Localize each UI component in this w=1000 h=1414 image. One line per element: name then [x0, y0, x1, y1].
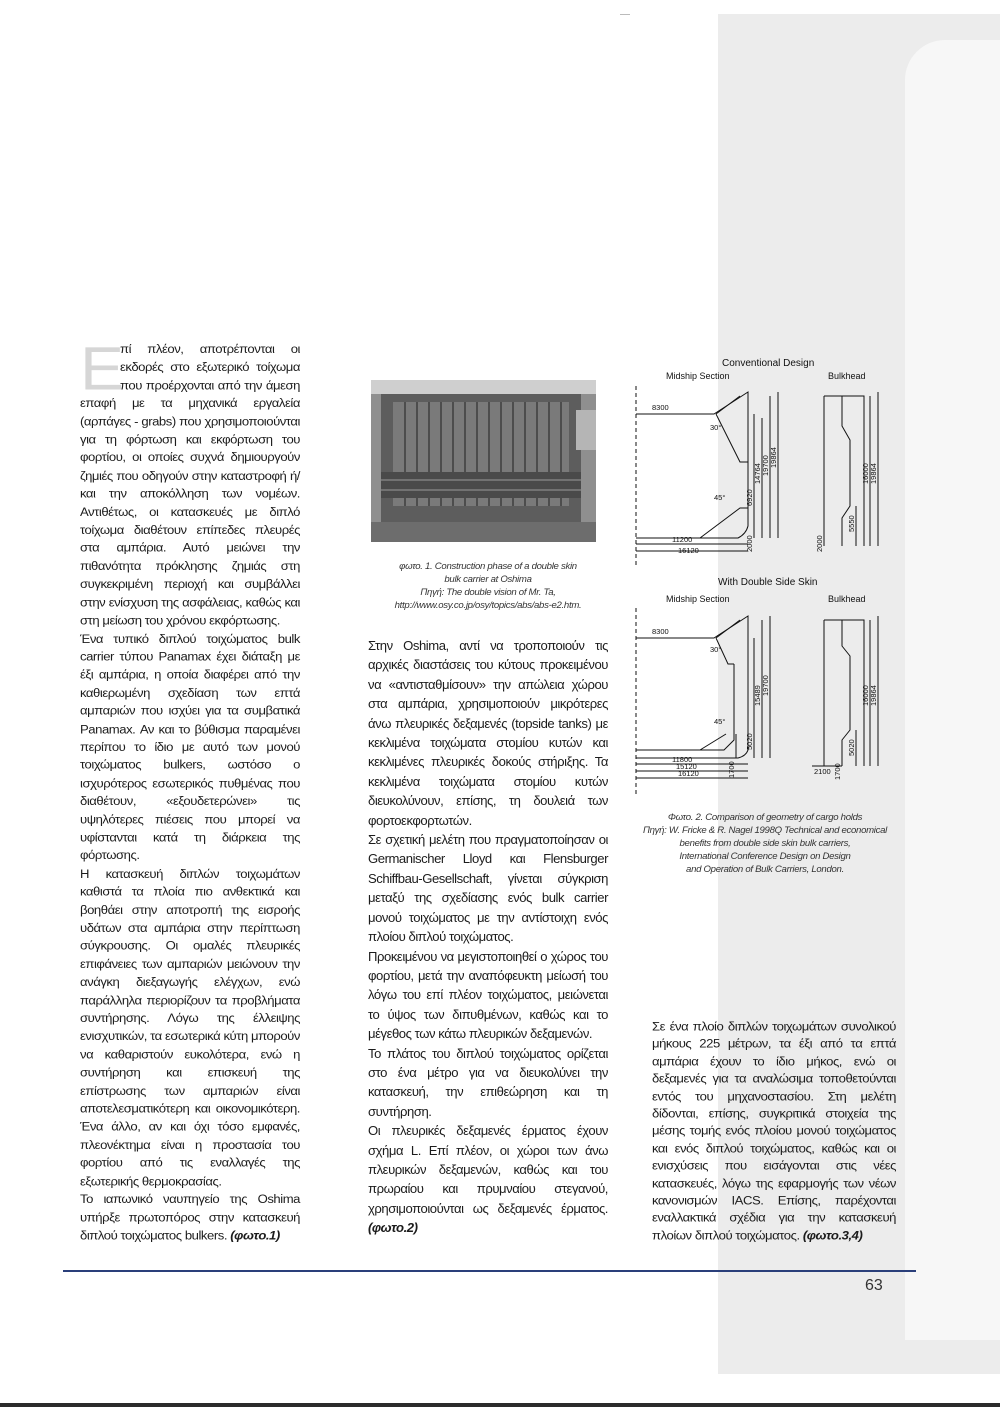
title-conventional: Conventional Design	[722, 358, 815, 369]
dim-conv-2000: 2000	[745, 535, 754, 552]
dim-dss-16120: 16120	[678, 769, 699, 778]
paragraph-3: Η κατασκευή διπλών τοιχωμάτων καθιστά τα πλοία πιο ανθεκτικά και βοηθάει στην αποτροπή της εισροής υδάτων στα αμπάρια στην περίπτωση σύγκρουσης. Οι ομαλές πλευρικές επιφάνειες των αμπαριών μειώνουν την ανάγκη διεξαγωγής ελέγχων, ενώ παράλληλα περιορίζουν τα προβλήματα συντήρησης. Λόγω της έλλειψης ενισχυτικών, τα εσωτερικά κύτη μπορούν να καθαριστούν ευκολότερα, ενώ η συντήρηση και επισκευή της επίστρωσης των αμπαριών είναι αποτελεσματικότερη και οικονομικότερη. Ένα άλλο, αν και όχι τόσο εμφανές, πλεονέκτημα είναι η προστασία του φορτίου από τις εναλλαγές της εξωτερικής θερμοκρασίας.	[80, 866, 300, 1188]
paragraph-4: Το ιαπωνικό ναυπηγείο της Oshima υπήρξε πρωτοπόρος στην κατασκευή διπλού τοιχώματος bulkers. (φωτο.1)	[80, 1191, 300, 1243]
column-2	[368, 636, 608, 1238]
paragraph-2: Ένα τυπικό διπλού τοιχώματος bulk carrier τύπου Panamax έχει διάταξη με έξι αμπάρια, η οποία διαφέρει από την καθιερωμένη σχεδίαση των επτά αμπαριών που ισχύει για τα συμβατικά Panamax. Αν και το βύθισμα παραμένει περίπου το ίδιο με αυτό των μονού τοιχώματος bulkers, ωστόσο ο ισχυρότερος εσωτερικός πυθμένας που διαθέτουν, «εξουδετερώνει» τις υψηλότερες πιέσεις που μπορεί να υφίστανται κατά τη διάρκεια της φόρτωσης.	[80, 631, 300, 863]
dim-dss-15489: 15489	[753, 685, 762, 706]
dim-conv-bh-16000: 16000	[861, 463, 870, 484]
photo-construction-double-skin	[371, 380, 596, 542]
photo-1-caption: φωτο. 1. Construction phase of a double skin bulk carrier at Oshima Πηγή: The double vision of Mr. Ta, http://www.osy.co.jp/osy/topics/abs/abs-e2.htm.	[394, 561, 582, 611]
dim-dss-5020: 5020	[745, 733, 754, 750]
label-midship-conventional: Midship Section	[666, 371, 730, 381]
photo-reference: (φωτο.3,4)	[802, 1228, 863, 1243]
dim-conv-6920: 6920	[745, 489, 754, 506]
label-bulkhead-dss: Bulkhead	[828, 594, 866, 604]
dim-dss-bh-5020: 5020	[847, 739, 856, 756]
dim-dss-bh-19864: 19864	[869, 685, 878, 706]
dim-conv-45: 45°	[714, 493, 726, 502]
dim-conv-14764: 14764	[753, 463, 762, 484]
photo-2-caption: Φωτο. 2. Comparison of geometry of cargo holds Πηγή: W. Fricke & R. Nagel 1998Q Technical and economical benefits from double side skin bulk carriers, International Conference Design on Design and Operation of Bulk Carriers, London.	[642, 812, 887, 875]
dim-dss-bh-16000: 16000	[861, 685, 870, 706]
dim-conv-19864: 19864	[769, 447, 778, 468]
column-3	[652, 1018, 896, 1244]
dim-dss-15120: 15120	[676, 762, 697, 771]
label-bulkhead-conventional: Bulkhead	[828, 371, 866, 381]
dim-dss-bh-1700: 1700	[833, 763, 842, 780]
page-side-tab-inner	[905, 40, 1000, 1340]
dim-conv-30: 30°	[710, 423, 722, 432]
title-double-side-skin: With Double Side Skin	[718, 577, 818, 588]
dim-conv-8300: 8300	[652, 403, 669, 412]
dim-dss-8300: 8300	[652, 627, 669, 636]
paragraph-1: Ε πί πλέον, αποτρέπονται οι εκδορές στο εξωτερικό τοίχωμα που προέρχονται από την άμεση επαφή με τα μηχανικά εργαλεία (αρπάγες - grabs) που χρησιμοποιούνται για τη φόρτωση και εκφόρτωση του φορτίου, οι οποίες συχνά δημιουργούν ζημιές που οδηγούν στην καταστροφή ή/και την αποκόλληση των νομέων. Αντιθέτως, οι κατασκευές με διπλό τοίχωμα διαθέτουν επίπεδες πλευρές στα αμπάρια. Αυτό μειώνει την πιθανότητα πρόκλησης ζημιάς στη συγκεκριμένη περιοχή και συμβάλλει στην ενίσχυση της ασφάλειας, καθώς και στη μείωση του χρόνου εκφόρτωσης.	[80, 333, 300, 628]
photo-reference: (φωτο.2)	[368, 1220, 418, 1236]
crop-mark	[620, 14, 630, 15]
photo-reference: (φωτο.1)	[230, 1228, 280, 1243]
dim-dss-11800: 11800	[672, 755, 693, 764]
column-1	[80, 333, 300, 1244]
dim-conv-19700: 19700	[761, 455, 770, 476]
footer-rule	[63, 1270, 916, 1272]
figure-cargo-hold-comparison	[628, 356, 902, 804]
paragraph-3: Προκειμένου να μεγιστοποιηθεί ο χώρος του φορτίου, μετά την αναπόφευκτη μείωσή του λόγω του επί πλέον τοιχώματος, μειώνεται το ύψος των διπυθμένων, καθώς και το μέγεθος των κάτω πλευρικών δεξαμενών.	[368, 948, 608, 1042]
dim-conv-bh-5550: 5550	[847, 515, 856, 532]
paragraph-4: Το πλάτος του διπλού τοιχώματος ορίζεται στο ένα μέτρο για να διευκολύνει την κατασκευή, την επιθεώρηση και τη συντήρηση.	[368, 1045, 608, 1119]
dim-conv-bh-19864: 19864	[869, 463, 878, 484]
dim-dss-19700: 19700	[761, 675, 770, 696]
paragraph-1: Σε ένα πλοίο διπλών τοιχωμάτων συνολικού μήκους 225 μέτρων, τα έξι από τα επτά αμπάρια έχουν το ίδιο μήκος, ενώ οι δεξαμενές για τα αναλώσιμα τοποθετούνται εντός του μηχανοστασίου. Στη μελέτη δίδονται, επίσης, συγκριτικά στοιχεία της μέσης τομής ενός πλοίου μονού τοιχώματος και ενός διπλού τοιχώματος, καθώς και οι ενισχύσεις που εισάγονται στις νέες κατασκευές, λόγω της εφαρμογής των νέων κανονισμών IACS. Επίσης, παρέχονται εναλλακτικά σχέδια για την κατασκευή πλοίων διπλού τοιχώματος. (φωτο.3,4)	[652, 1019, 896, 1243]
dim-conv-16120: 16120	[678, 546, 699, 555]
bottom-border	[0, 1403, 1000, 1407]
dim-dss-45: 45°	[714, 717, 726, 726]
paragraph-5: Οι πλευρικές δεξαμενές έρματος έχουν σχήμα L. Επί πλέον, οι χώροι των άνω πλευρικών δεξαμενών, καθώς και του πρωραίου και πρυμναίου στεγανού, χρησιμοποιούνται ως δεξαμενές έρματος. (φωτο.2)	[368, 1123, 608, 1236]
label-midship-dss: Midship Section	[666, 594, 730, 604]
paragraph-2: Σε σχετική μελέτη που πραγματοποίησαν οι Germanischer Lloyd και Flensburger Schiffbau-Gesellschaft, γίνεται σύγκριση μεταξύ της σχεδίασης ενός bulk carrier μονού τοιχώματος με την αντίστοιχη ενός πλοίου διπλού τοιχώματος.	[368, 832, 608, 945]
drop-cap: Ε	[80, 333, 124, 403]
dim-dss-bh-2100: 2100	[814, 767, 831, 776]
dim-conv-11200: 11200	[672, 535, 693, 544]
page-number: 63	[865, 1277, 883, 1294]
dim-dss-30: 30°	[710, 645, 722, 654]
paragraph-1: Στην Oshima, αντί να τροποποιούν τις αρχικές διαστάσεις του κύτους προκειμένου να «αντισταθμίσουν» την απώλεια χώρου στα αμπάρια, χρησιμοποιούν μικρότερες άνω πλευρικές δεξαμενές (topside tanks) με κεκλιμένα τοιχώματα στομίου κυτών και κεκλιμένες πλευρικές δοκούς στήριξης. Τα κεκλιμένα τοιχώματα στομίου κυτών διευκολύνουν, επίσης, τη δουλειά των φορτοεκφορτωτών.	[368, 638, 608, 828]
dim-dss-1700: 1700	[727, 761, 736, 778]
dim-conv-bh-2000: 2000	[815, 535, 824, 552]
